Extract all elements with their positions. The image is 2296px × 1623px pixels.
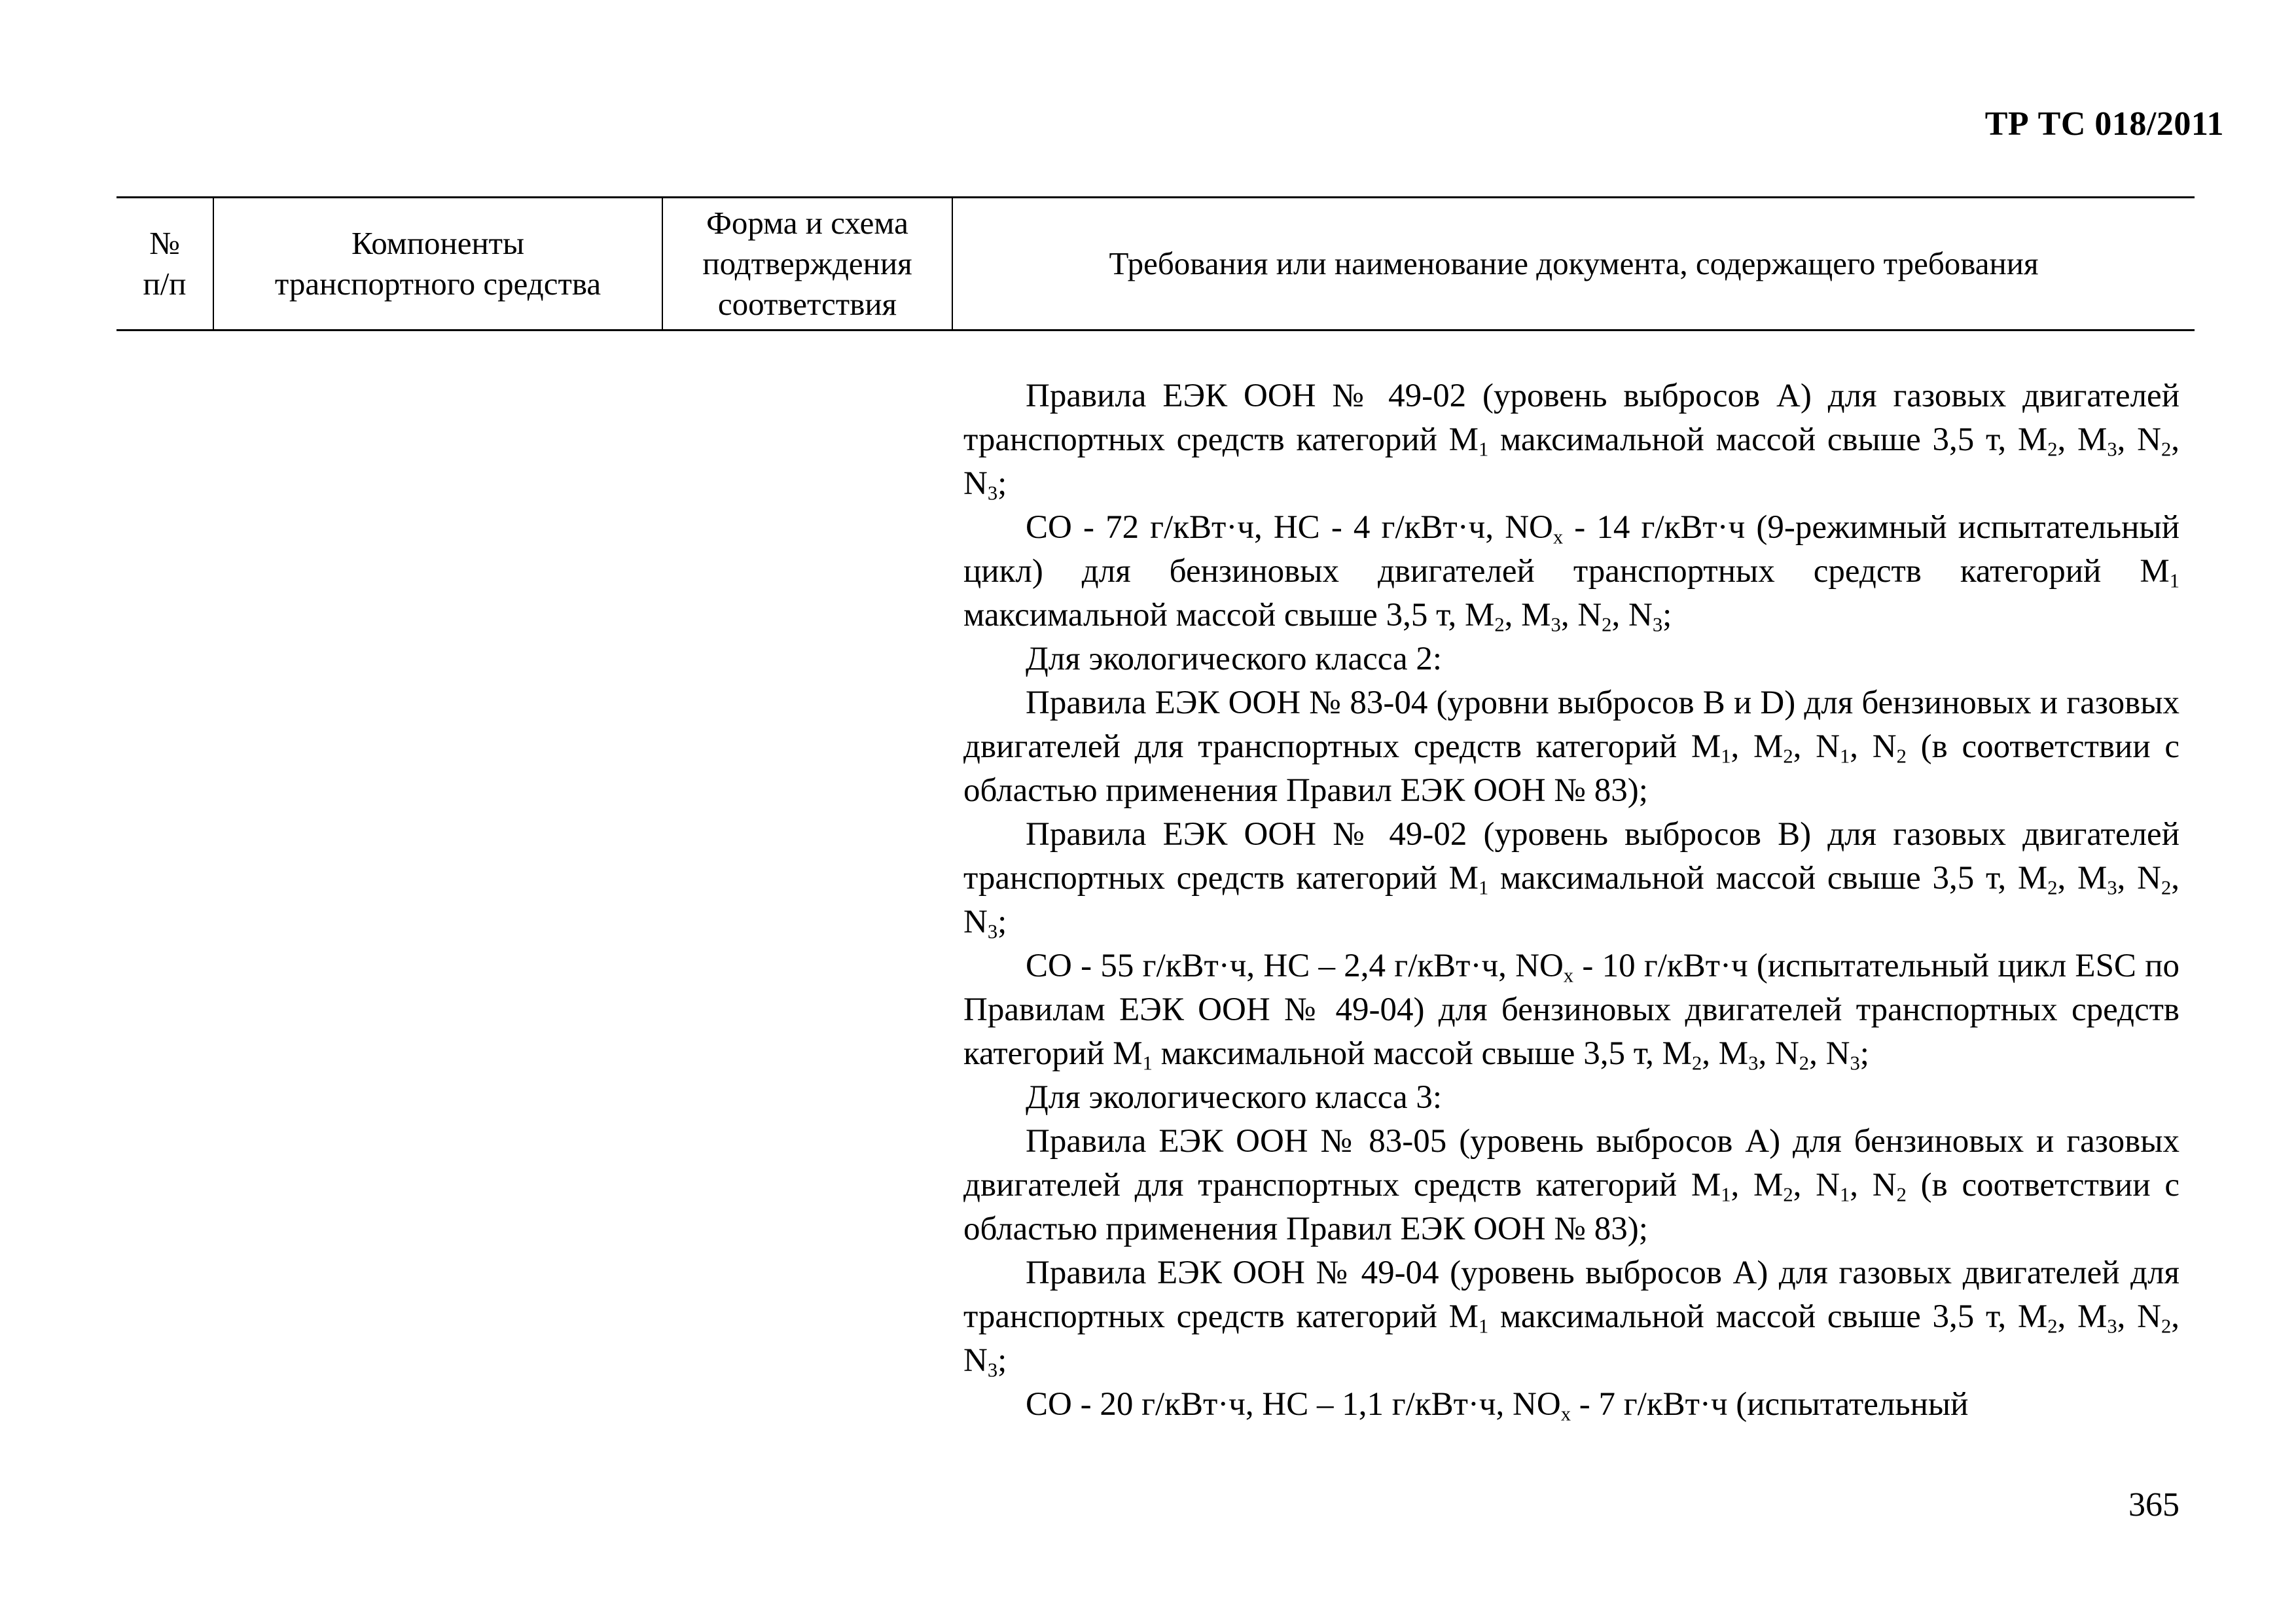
document-code: ТР ТС 018/2011 [1984, 105, 2224, 143]
paragraph-7: Для экологического класса 3: [1026, 1079, 1443, 1116]
column-number-line-1: № [149, 225, 180, 261]
column-requirements-label: Требования или наименование документа, содержащего требования [1109, 245, 2039, 281]
paragraph-4: Правила ЕЭК ООН № 83-04 (уровни выбросов В и D) для бензиновых и газовых двигателей для транспортных средств категорий $М_1$, $М_2$, $N_1$, $N_2$ (в соответствии с областью применения Правил ЕЭК ООН № 83); [963, 685, 2179, 809]
column-form-line-3: соответствия [717, 286, 897, 322]
column-components-line-1: Компоненты [351, 225, 525, 261]
paragraph-10: CO - 20 г/кВт·ч, HC – 1,1 г/кВт·ч, $NO_x - 7$ г/кВт·ч (испытательный [1026, 1386, 1969, 1425]
requirements-table-header [117, 196, 2195, 331]
paragraph-8: Правила ЕЭК ООН № 83-05 (уровень выбросов А) для бензиновых и газовых двигателей для транспортных средств категорий $М_1$, $М_2$, $N_1$, $N_2$ (в соответствии с областью применения Правил ЕЭК ООН № 83); [963, 1123, 2179, 1247]
requirements-text [963, 374, 2179, 1427]
paragraph-9: Правила ЕЭК ООН № 49-04 (уровень выбросов А) для газовых двигателей для транспортных средств категорий $М_1$ максимальной массой свыше 3,5 т, $М_2$, $М_3$, $N_2$, $N_3$; [963, 1255, 2179, 1382]
column-form-line-1: Форма и схема [706, 205, 908, 241]
column-requirements [952, 198, 2195, 330]
paragraph-3: Для экологического класса 2: [1026, 641, 1443, 677]
column-components-line-2: транспортного средства [274, 266, 601, 302]
paragraph-1: Правила ЕЭК ООН № 49-02 (уровень выбросов А) для газовых двигателей транспортных средств категорий $М_1$ максимальной массой свыше 3,5 т, $М_2$, $М_3$, $N_2$, $N_3$; [963, 378, 2179, 505]
column-form-line-2: подтверждения [702, 245, 912, 281]
column-number [117, 198, 213, 330]
paragraph-6: CO - 55 г/кВт·ч, HC – 2,4 г/кВт·ч, $NO_x - 10$ г/кВт·ч (испытательный цикл ESC по Правилам ЕЭК ООН № 49-04) для бензиновых двигателей транспортных средств категорий $М_1$ максимальной массой свыше 3,5 т, $М_2$, $М_3$, $N_2$, $N_3$; [963, 948, 2180, 1075]
column-number-line-2: п/п [143, 266, 187, 302]
column-conformity-form [662, 198, 952, 330]
page-number: 365 [2128, 1486, 2179, 1524]
paragraph-5: Правила ЕЭК ООН № 49-02 (уровень выбросов В) для газовых двигателей транспортных средств категорий $М_1$ максимальной массой свыше 3,5 т, $М_2$, $М_3$, $N_2$, $N_3$; [963, 816, 2179, 943]
column-components [213, 198, 662, 330]
paragraph-2: CO - 72 г/кВт·ч, HC - 4 г/кВт·ч, $NO_x - 14$ г/кВт·ч (9-режимный испытательный цикл) для бензиновых двигателей транспортных средств категорий $М_1$ максимальной массой свыше 3,5 т, $М_2$, $М_3$, $N_2$, $N_3$; [963, 509, 2179, 636]
